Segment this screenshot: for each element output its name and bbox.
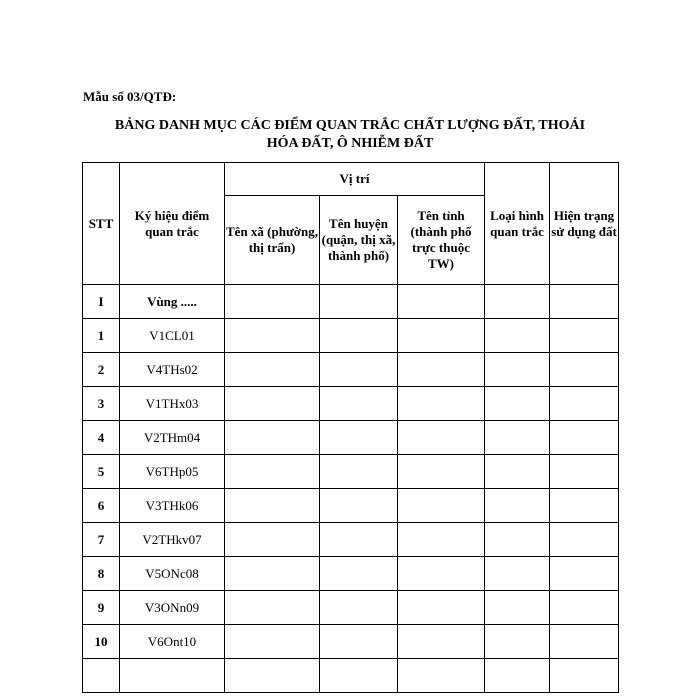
cell-empty [398, 285, 485, 319]
header-district: Tên huyện (quận, thị xã, thành phố) [320, 196, 398, 285]
cell-empty [398, 421, 485, 455]
header-commune: Tên xã (phường, thị trấn) [225, 196, 320, 285]
cell-point-code: V1CL01 [120, 319, 225, 353]
cell-point-code: Vùng ..... [120, 285, 225, 319]
cell-stt: 9 [83, 591, 120, 625]
cell-empty [550, 625, 619, 659]
cell-empty [320, 353, 398, 387]
cell-empty [485, 421, 550, 455]
cell-point-code: V2THm04 [120, 421, 225, 455]
table-row [83, 591, 619, 625]
cell-point-code: V5ONc08 [120, 557, 225, 591]
cell-empty [550, 319, 619, 353]
header-province: Tên tỉnh (thành phố trực thuộc TW) [398, 196, 485, 285]
cell-empty [225, 455, 320, 489]
cell-point-code: V1THx03 [120, 387, 225, 421]
table-row [83, 421, 619, 455]
cell-empty [550, 557, 619, 591]
cell-empty [320, 557, 398, 591]
table-row [83, 489, 619, 523]
cell-empty [225, 353, 320, 387]
cell-empty [485, 659, 550, 693]
cell-point-code: V6THp05 [120, 455, 225, 489]
cell-empty [225, 523, 320, 557]
cell-empty [320, 523, 398, 557]
cell-empty [398, 489, 485, 523]
cell-stt [83, 659, 120, 693]
table-row [83, 353, 619, 387]
cell-empty [485, 285, 550, 319]
cell-stt: 3 [83, 387, 120, 421]
cell-stt: 4 [83, 421, 120, 455]
cell-stt: 8 [83, 557, 120, 591]
cell-empty [320, 319, 398, 353]
cell-empty [485, 387, 550, 421]
cell-empty [225, 557, 320, 591]
cell-empty [485, 319, 550, 353]
cell-empty [398, 625, 485, 659]
cell-empty [398, 353, 485, 387]
cell-empty [320, 625, 398, 659]
cell-empty [398, 523, 485, 557]
header-point-code: Ký hiệu điểm quan trắc [120, 163, 225, 285]
cell-empty [485, 353, 550, 387]
table-row [83, 523, 619, 557]
document-title [80, 117, 620, 153]
cell-empty [225, 659, 320, 693]
table-row [83, 455, 619, 489]
cell-empty [398, 557, 485, 591]
header-monitoring-type: Loại hình quan trắc [485, 163, 550, 285]
cell-point-code [120, 659, 225, 693]
cell-point-code: V4THs02 [120, 353, 225, 387]
cell-empty [485, 523, 550, 557]
cell-empty [225, 591, 320, 625]
cell-empty [225, 319, 320, 353]
cell-empty [485, 455, 550, 489]
cell-empty [550, 387, 619, 421]
cell-point-code: V3THk06 [120, 489, 225, 523]
cell-point-code: V2THkv07 [120, 523, 225, 557]
cell-empty [398, 319, 485, 353]
cell-empty [225, 489, 320, 523]
cell-empty [485, 489, 550, 523]
cell-empty [550, 659, 619, 693]
cell-empty [485, 625, 550, 659]
cell-empty [550, 455, 619, 489]
cell-empty [398, 659, 485, 693]
table-row [83, 557, 619, 591]
cell-stt: 6 [83, 489, 120, 523]
cell-empty [320, 659, 398, 693]
table-row [83, 387, 619, 421]
cell-empty [398, 591, 485, 625]
cell-empty [550, 591, 619, 625]
header-location: Vị trí [225, 163, 485, 196]
cell-empty [320, 591, 398, 625]
cell-stt: 5 [83, 455, 120, 489]
table-row [83, 319, 619, 353]
table-body [83, 285, 619, 693]
cell-empty [225, 625, 320, 659]
form-code: Mẫu số 03/QTĐ: [83, 89, 177, 104]
header-stt: STT [83, 163, 120, 285]
monitoring-points-table [82, 162, 619, 693]
cell-empty [225, 285, 320, 319]
cell-point-code: V3ONn09 [120, 591, 225, 625]
cell-empty [550, 353, 619, 387]
cell-empty [320, 285, 398, 319]
cell-empty [320, 387, 398, 421]
cell-empty [485, 591, 550, 625]
cell-empty [320, 455, 398, 489]
cell-empty [485, 557, 550, 591]
table-row [83, 659, 619, 693]
cell-empty [550, 421, 619, 455]
cell-empty [225, 387, 320, 421]
cell-stt: 1 [83, 319, 120, 353]
table-row [83, 285, 619, 319]
header-land-use: Hiện trạng sử dụng đất [550, 163, 619, 285]
cell-empty [398, 387, 485, 421]
cell-empty [550, 489, 619, 523]
cell-stt: 2 [83, 353, 120, 387]
cell-stt: 10 [83, 625, 120, 659]
title-line-1: BẢNG DANH MỤC CÁC ĐIỂM QUAN TRẮC CHẤT LƯỢNG ĐẤT, THOÁI [114, 118, 586, 133]
table-row [83, 625, 619, 659]
cell-empty [320, 421, 398, 455]
cell-empty [398, 455, 485, 489]
cell-stt: 7 [83, 523, 120, 557]
cell-empty [320, 489, 398, 523]
cell-point-code: V6Ont10 [120, 625, 225, 659]
cell-empty [225, 421, 320, 455]
cell-empty [550, 285, 619, 319]
cell-empty [550, 523, 619, 557]
cell-stt: I [83, 285, 120, 319]
title-line-2: HÓA ĐẤT, Ô NHIỄM ĐẤT [266, 136, 434, 151]
